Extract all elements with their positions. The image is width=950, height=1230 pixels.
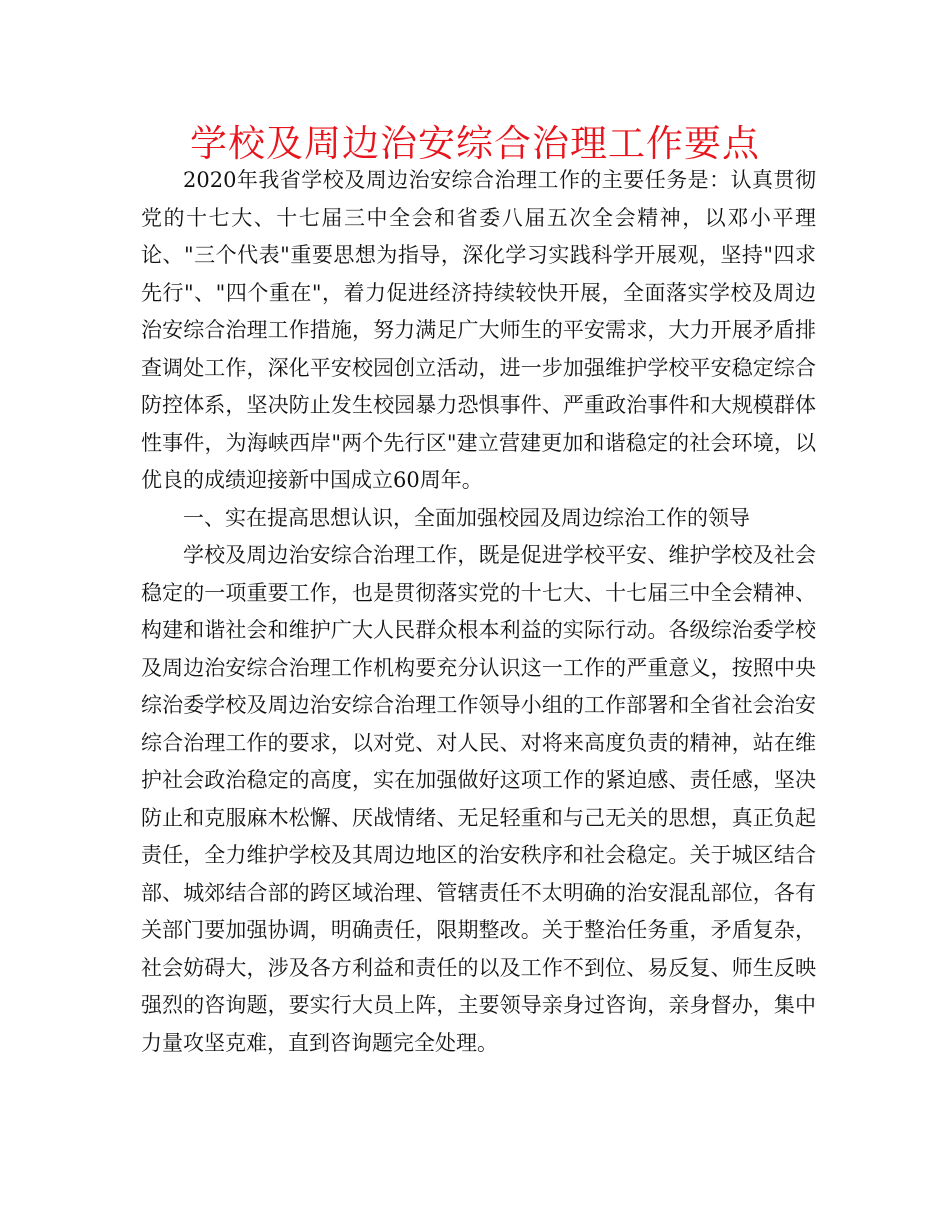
document-title: 学校及周边治安综合治理工作要点 — [190, 122, 760, 165]
document-body — [141, 162, 816, 1062]
paragraph-section-1: 学校及周边治安综合治理工作，既是促进学校平安、维护学校及社会稳定的一项重要工作，也是贯彻落实党的十七大、十七届三中全会精神、构建和谐社会和维护广大人民群众根本利益的实际行动。各级综治委学校及周边治安综合治理工作机构要充分认识这一工作的严重意义，按照中央综治委学校及周边治安综合治理工作领导小组的工作部署和全省社会治安综合治理工作的要求，以对党、对人民、对将来高度负责的精神，站在维护社会政治稳定的高度，实在加强做好这项工作的紧迫感、责任感，坚决防止和克服麻木松懈、厌战情绪、无足轻重和与己无关的思想，真正负起责任，全力维护学校及其周边地区的治安秩序和社会稳定。关于城区结合部、城郊结合部的跨区域治理、管辖责任不太明确的治安混乱部位，各有关部门要加强协调，明确责任，限期整改。关于整治任务重，矛盾复杂，社会妨碍大，涉及各方利益和责任的以及工作不到位、易反复、师生反映强烈的咨询题，要实行大员上阵，主要领导亲身过咨询，亲身督办，集中力量攻坚克难，直到咨询题完全处理。 — [141, 543, 816, 1055]
paragraph-intro: 2020年我省学校及周边治安综合治理工作的主要任务是：认真贯彻党的十七大、十七届三中全会和省委八届五次全会精神，以邓小平理论、"三个代表"重要思想为指导，深化学习实践科学开展观，坚持"四求先行"、"四个重在"，着力促进经济持续较快开展，全面落实学校及周边治安综合治理工作措施，努力满足广大师生的平安需求，大力开展矛盾排查调处工作，深化平安校园创立活动，进一步加强维护学校平安稳定综合防控体系，坚决防止发生校园暴力恐惧事件、严重政治事件和大规模群体性事件，为海峡西岸"两个先行区"建立营建更加和谐稳定的社会环境，以优良的成绩迎接新中国成立60周年。 — [141, 168, 816, 492]
section-heading-1: 一、实在提高思想认识，全面加强校园及周边综治工作的领导 — [183, 505, 750, 530]
